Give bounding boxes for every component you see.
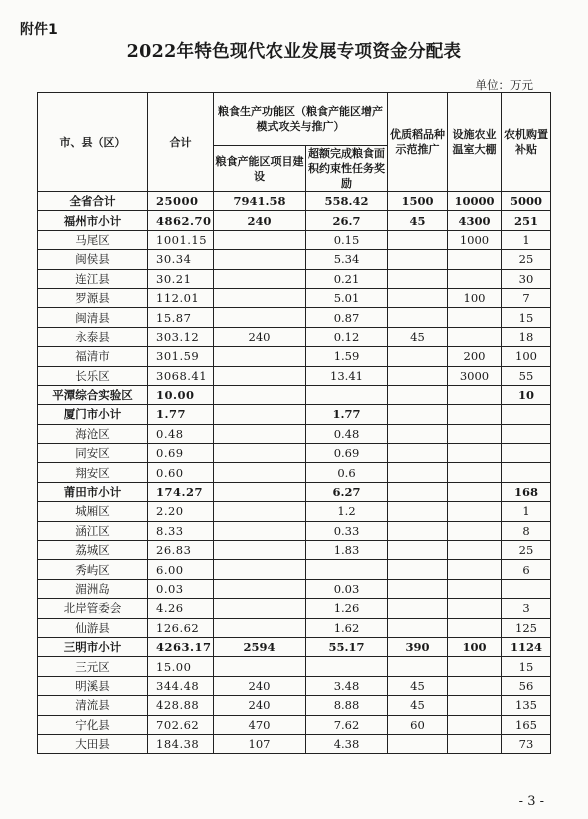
grain-build-cell: [214, 618, 306, 637]
rice-cell: [388, 424, 448, 443]
region-cell: 福州市小计: [38, 211, 148, 230]
table-row: [38, 734, 551, 753]
region-cell: 宁化县: [38, 715, 148, 734]
rice-cell: 60: [388, 715, 448, 734]
grain-build-cell: [214, 424, 306, 443]
table-row: [38, 230, 551, 249]
machinery-cell: 10: [502, 385, 551, 404]
region-cell: 永泰县: [38, 327, 148, 346]
machinery-cell: 25: [502, 541, 551, 560]
machinery-cell: 135: [502, 696, 551, 715]
machinery-cell: 165: [502, 715, 551, 734]
total-cell: 30.34: [148, 250, 214, 269]
machinery-cell: [502, 579, 551, 598]
greenhouse-cell: 3000: [448, 366, 502, 385]
grain-build-cell: [214, 288, 306, 307]
total-cell: 2.20: [148, 502, 214, 521]
rice-cell: 1500: [388, 192, 448, 211]
machinery-cell: 56: [502, 676, 551, 695]
table-row: [38, 715, 551, 734]
greenhouse-cell: [448, 308, 502, 327]
grain-build-cell: 2594: [214, 637, 306, 656]
grain-reward-cell: [306, 560, 388, 579]
total-cell: 25000: [148, 192, 214, 211]
greenhouse-cell: 10000: [448, 192, 502, 211]
greenhouse-cell: [448, 250, 502, 269]
table-row: [38, 676, 551, 695]
machinery-cell: 18: [502, 327, 551, 346]
total-cell: 303.12: [148, 327, 214, 346]
greenhouse-cell: [448, 579, 502, 598]
table-row: [38, 696, 551, 715]
total-cell: 4263.17: [148, 637, 214, 656]
total-cell: 6.00: [148, 560, 214, 579]
greenhouse-cell: [448, 269, 502, 288]
rice-cell: [388, 347, 448, 366]
machinery-cell: [502, 405, 551, 424]
table-row: [38, 657, 551, 676]
table-row: [38, 405, 551, 424]
region-cell: 海沧区: [38, 424, 148, 443]
region-cell: 翔安区: [38, 463, 148, 482]
rice-cell: [388, 502, 448, 521]
machinery-cell: 15: [502, 308, 551, 327]
table-row: [38, 366, 551, 385]
grain-build-cell: [214, 269, 306, 288]
table-row: [38, 579, 551, 598]
greenhouse-cell: [448, 657, 502, 676]
table-row: [38, 424, 551, 443]
machinery-cell: 25: [502, 250, 551, 269]
grain-build-cell: [214, 463, 306, 482]
greenhouse-cell: [448, 405, 502, 424]
total-cell: 3068.41: [148, 366, 214, 385]
grain-build-cell: 7941.58: [214, 192, 306, 211]
region-cell: 明溪县: [38, 676, 148, 695]
grain-reward-cell: 7.62: [306, 715, 388, 734]
rice-cell: [388, 657, 448, 676]
grain-reward-cell: 26.7: [306, 211, 388, 230]
rice-cell: 45: [388, 676, 448, 695]
table-row: [38, 192, 551, 211]
machinery-cell: 3: [502, 599, 551, 618]
grain-reward-cell: 0.87: [306, 308, 388, 327]
grain-reward-cell: 1.83: [306, 541, 388, 560]
rice-cell: 390: [388, 637, 448, 656]
machinery-cell: 30: [502, 269, 551, 288]
machinery-cell: 73: [502, 734, 551, 753]
region-cell: 连江县: [38, 269, 148, 288]
table-body: [38, 192, 551, 754]
region-cell: 大田县: [38, 734, 148, 753]
table-row: [38, 482, 551, 501]
total-cell: 0.03: [148, 579, 214, 598]
grain-reward-cell: 6.27: [306, 482, 388, 501]
rice-cell: [388, 618, 448, 637]
rice-cell: [388, 269, 448, 288]
total-cell: 126.62: [148, 618, 214, 637]
greenhouse-cell: [448, 715, 502, 734]
rice-cell: [388, 482, 448, 501]
grain-reward-cell: 5.34: [306, 250, 388, 269]
greenhouse-cell: [448, 424, 502, 443]
machinery-cell: 168: [502, 482, 551, 501]
region-cell: 湄洲岛: [38, 579, 148, 598]
total-cell: 0.69: [148, 444, 214, 463]
rice-cell: [388, 599, 448, 618]
machinery-cell: [502, 424, 551, 443]
rice-cell: [388, 579, 448, 598]
grain-build-cell: [214, 250, 306, 269]
header-grain-group: 粮食生产功能区（粮食产能区增产模式攻关与推广）: [214, 93, 388, 146]
table-row: [38, 463, 551, 482]
grain-reward-cell: [306, 385, 388, 404]
rice-cell: [388, 560, 448, 579]
header-rice: 优质稻品种示范推广: [388, 93, 448, 192]
header-region: 市、县（区）: [38, 93, 148, 192]
greenhouse-cell: 200: [448, 347, 502, 366]
document-title: 2022年特色现代农业发展专项资金分配表: [126, 42, 462, 62]
total-cell: 702.62: [148, 715, 214, 734]
region-cell: 闽清县: [38, 308, 148, 327]
grain-build-cell: [214, 579, 306, 598]
total-cell: 26.83: [148, 541, 214, 560]
machinery-cell: 125: [502, 618, 551, 637]
greenhouse-cell: [448, 327, 502, 346]
machinery-cell: 55: [502, 366, 551, 385]
table-row: [38, 308, 551, 327]
total-cell: 15.87: [148, 308, 214, 327]
grain-build-cell: 240: [214, 211, 306, 230]
greenhouse-cell: 100: [448, 288, 502, 307]
machinery-cell: 1: [502, 502, 551, 521]
machinery-cell: [502, 463, 551, 482]
region-cell: 长乐区: [38, 366, 148, 385]
greenhouse-cell: [448, 676, 502, 695]
rice-cell: [388, 463, 448, 482]
total-cell: 15.00: [148, 657, 214, 676]
rice-cell: 45: [388, 696, 448, 715]
rice-cell: [388, 405, 448, 424]
grain-reward-cell: 0.03: [306, 579, 388, 598]
table-row: [38, 211, 551, 230]
greenhouse-cell: 100: [448, 637, 502, 656]
total-cell: 428.88: [148, 696, 214, 715]
total-cell: 1001.15: [148, 230, 214, 249]
grain-build-cell: [214, 560, 306, 579]
machinery-cell: 5000: [502, 192, 551, 211]
header-machinery: 农机购置补贴: [502, 93, 551, 192]
grain-build-cell: [214, 599, 306, 618]
rice-cell: [388, 521, 448, 540]
region-cell: 福清市: [38, 347, 148, 366]
region-cell: 同安区: [38, 444, 148, 463]
region-cell: 厦门市小计: [38, 405, 148, 424]
rice-cell: [388, 444, 448, 463]
table-row: [38, 541, 551, 560]
machinery-cell: 251: [502, 211, 551, 230]
greenhouse-cell: [448, 385, 502, 404]
rice-cell: [388, 288, 448, 307]
total-cell: 10.00: [148, 385, 214, 404]
rice-cell: [388, 541, 448, 560]
table-row: [38, 347, 551, 366]
greenhouse-cell: [448, 463, 502, 482]
greenhouse-cell: [448, 618, 502, 637]
grain-reward-cell: 0.69: [306, 444, 388, 463]
grain-reward-cell: 8.88: [306, 696, 388, 715]
grain-build-cell: [214, 366, 306, 385]
region-cell: 荔城区: [38, 541, 148, 560]
greenhouse-cell: [448, 560, 502, 579]
attachment-label: 附件1: [20, 22, 58, 38]
grain-build-cell: 240: [214, 327, 306, 346]
table-row: [38, 250, 551, 269]
rice-cell: [388, 308, 448, 327]
grain-build-cell: [214, 347, 306, 366]
grain-reward-cell: 5.01: [306, 288, 388, 307]
greenhouse-cell: [448, 734, 502, 753]
rice-cell: 45: [388, 327, 448, 346]
greenhouse-cell: [448, 502, 502, 521]
grain-reward-cell: 13.41: [306, 366, 388, 385]
region-cell: 闽侯县: [38, 250, 148, 269]
grain-build-cell: [214, 405, 306, 424]
header-total: 合计: [148, 93, 214, 192]
table-row: [38, 560, 551, 579]
grain-build-cell: [214, 521, 306, 540]
machinery-cell: 8: [502, 521, 551, 540]
table-row: [38, 637, 551, 656]
header-grain-reward: 超额完成粮食面积约束性任务奖励: [306, 146, 388, 192]
allocation-table: [37, 92, 551, 754]
region-cell: 平潭综合实验区: [38, 385, 148, 404]
grain-reward-cell: 0.33: [306, 521, 388, 540]
grain-build-cell: 240: [214, 696, 306, 715]
total-cell: 4.26: [148, 599, 214, 618]
grain-reward-cell: 1.26: [306, 599, 388, 618]
region-cell: 马尾区: [38, 230, 148, 249]
grain-build-cell: [214, 541, 306, 560]
unit-label: 单位：万元: [475, 78, 533, 92]
machinery-cell: [502, 444, 551, 463]
header-grain-build: 粮食产能区项目建设: [214, 146, 306, 192]
total-cell: 0.60: [148, 463, 214, 482]
region-cell: 罗源县: [38, 288, 148, 307]
table-row: [38, 327, 551, 346]
grain-reward-cell: 1.2: [306, 502, 388, 521]
grain-reward-cell: 0.12: [306, 327, 388, 346]
grain-build-cell: [214, 502, 306, 521]
table-row: [38, 502, 551, 521]
grain-reward-cell: 0.48: [306, 424, 388, 443]
grain-reward-cell: 1.77: [306, 405, 388, 424]
table-row: [38, 444, 551, 463]
total-cell: 112.01: [148, 288, 214, 307]
grain-build-cell: [214, 308, 306, 327]
region-cell: 莆田市小计: [38, 482, 148, 501]
rice-cell: [388, 230, 448, 249]
total-cell: 0.48: [148, 424, 214, 443]
grain-reward-cell: 1.59: [306, 347, 388, 366]
grain-build-cell: [214, 444, 306, 463]
region-cell: 清流县: [38, 696, 148, 715]
rice-cell: 45: [388, 211, 448, 230]
greenhouse-cell: [448, 599, 502, 618]
page-number: - 3 -: [518, 794, 544, 809]
total-cell: 184.38: [148, 734, 214, 753]
table-row: [38, 385, 551, 404]
grain-build-cell: [214, 230, 306, 249]
rice-cell: [388, 385, 448, 404]
rice-cell: [388, 366, 448, 385]
header-greenhouse: 设施农业温室大棚: [448, 93, 502, 192]
grain-build-cell: [214, 657, 306, 676]
greenhouse-cell: [448, 521, 502, 540]
greenhouse-cell: [448, 444, 502, 463]
grain-reward-cell: 0.21: [306, 269, 388, 288]
greenhouse-cell: [448, 482, 502, 501]
machinery-cell: 7: [502, 288, 551, 307]
machinery-cell: 6: [502, 560, 551, 579]
grain-reward-cell: 3.48: [306, 676, 388, 695]
region-cell: 秀屿区: [38, 560, 148, 579]
region-cell: 北岸管委会: [38, 599, 148, 618]
grain-build-cell: [214, 482, 306, 501]
total-cell: 344.48: [148, 676, 214, 695]
grain-build-cell: 470: [214, 715, 306, 734]
greenhouse-cell: [448, 541, 502, 560]
grain-build-cell: 240: [214, 676, 306, 695]
table-row: [38, 599, 551, 618]
greenhouse-cell: [448, 696, 502, 715]
machinery-cell: 1124: [502, 637, 551, 656]
grain-reward-cell: 55.17: [306, 637, 388, 656]
total-cell: 1.77: [148, 405, 214, 424]
machinery-cell: 1: [502, 230, 551, 249]
table-row: [38, 269, 551, 288]
machinery-cell: 100: [502, 347, 551, 366]
total-cell: 4862.70: [148, 211, 214, 230]
grain-reward-cell: [306, 657, 388, 676]
region-cell: 城厢区: [38, 502, 148, 521]
machinery-cell: 15: [502, 657, 551, 676]
grain-reward-cell: 4.38: [306, 734, 388, 753]
table-row: [38, 288, 551, 307]
grain-reward-cell: 558.42: [306, 192, 388, 211]
grain-build-cell: 107: [214, 734, 306, 753]
grain-reward-cell: 1.62: [306, 618, 388, 637]
total-cell: 301.59: [148, 347, 214, 366]
total-cell: 174.27: [148, 482, 214, 501]
region-cell: 全省合计: [38, 192, 148, 211]
region-cell: 涵江区: [38, 521, 148, 540]
total-cell: 8.33: [148, 521, 214, 540]
table-row: [38, 618, 551, 637]
table-row: [38, 521, 551, 540]
greenhouse-cell: 1000: [448, 230, 502, 249]
grain-reward-cell: 0.15: [306, 230, 388, 249]
grain-build-cell: [214, 385, 306, 404]
region-cell: 三元区: [38, 657, 148, 676]
total-cell: 30.21: [148, 269, 214, 288]
greenhouse-cell: 4300: [448, 211, 502, 230]
region-cell: 仙游县: [38, 618, 148, 637]
region-cell: 三明市小计: [38, 637, 148, 656]
rice-cell: [388, 250, 448, 269]
grain-reward-cell: 0.6: [306, 463, 388, 482]
rice-cell: [388, 734, 448, 753]
